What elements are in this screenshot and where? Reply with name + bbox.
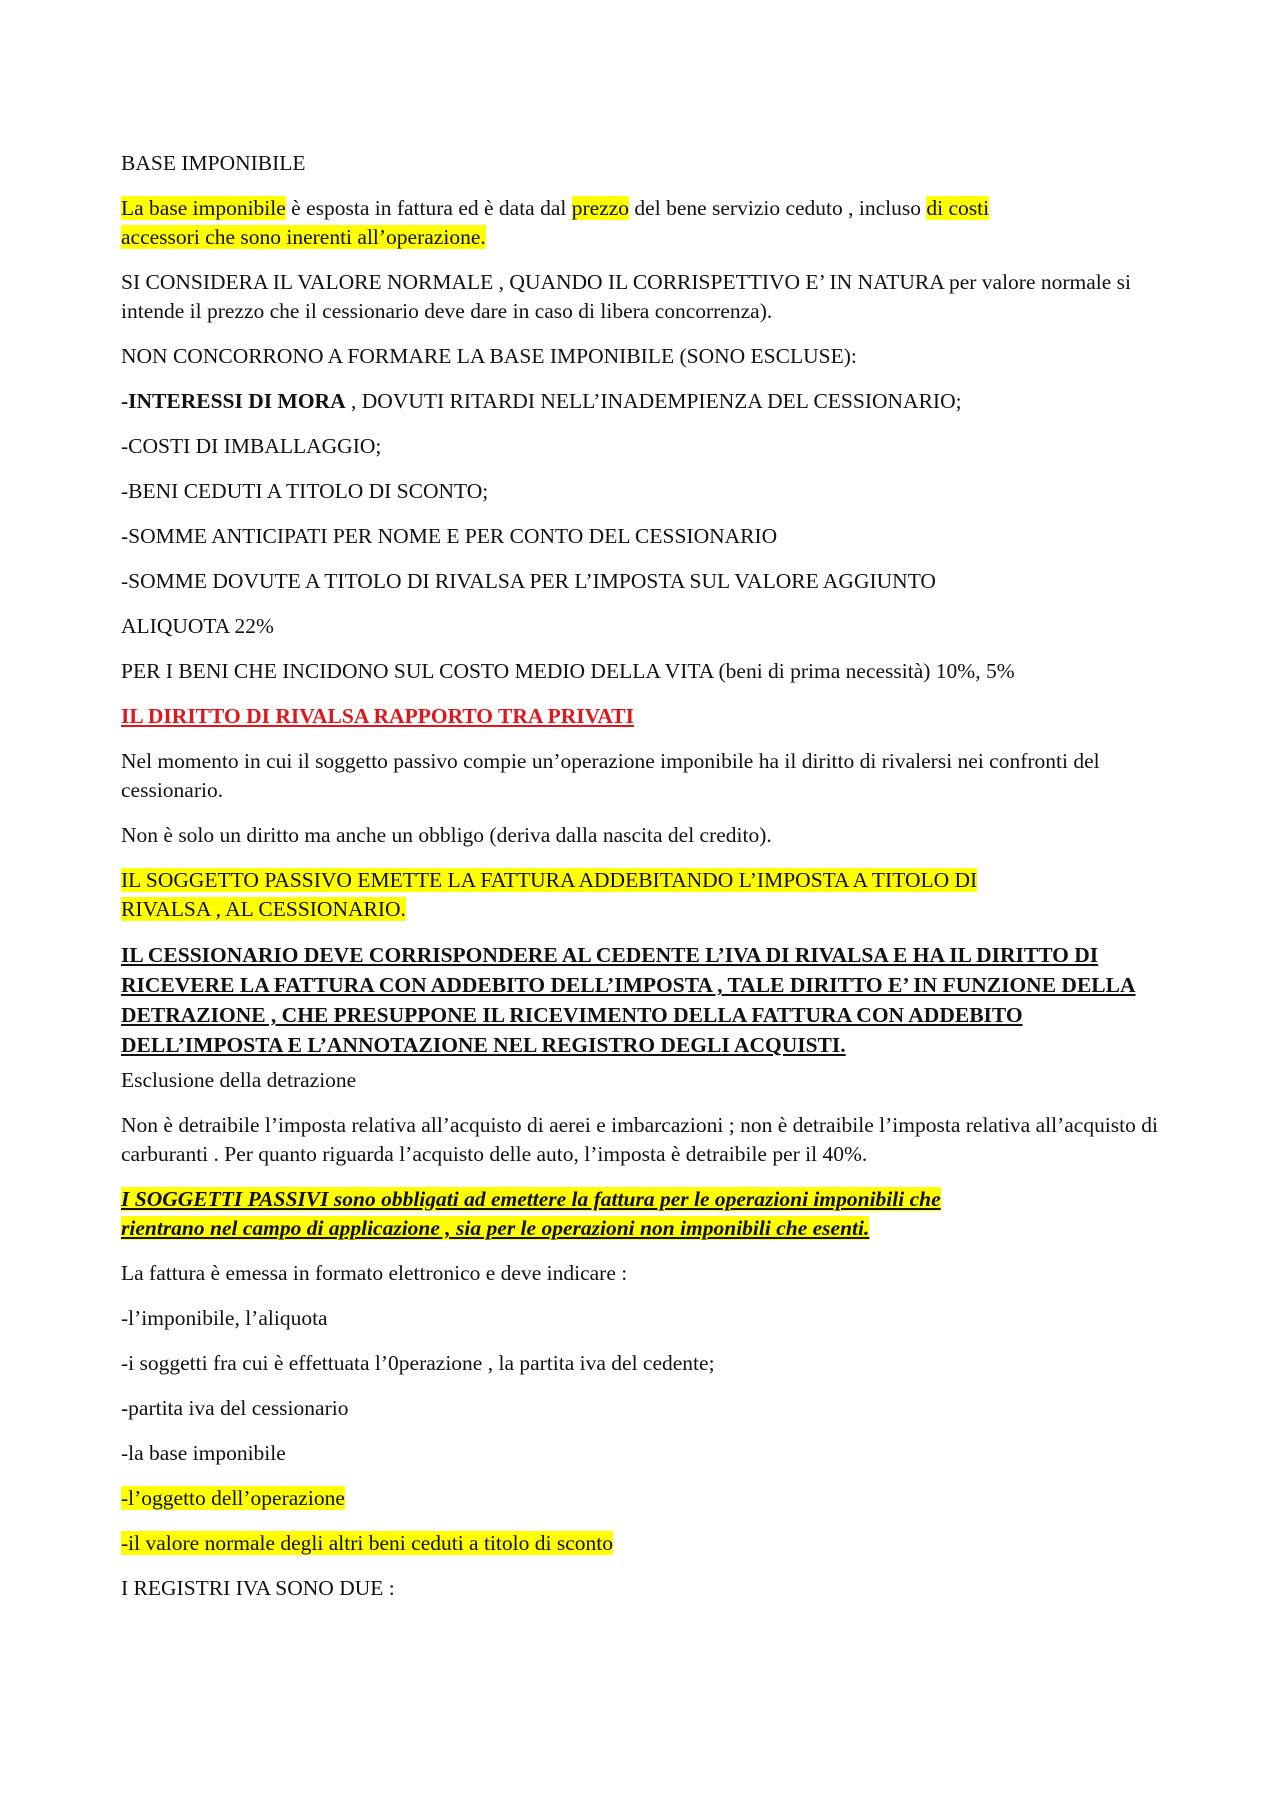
- red-heading: IL DIRITTO DI RIVALSA RAPPORTO TRA PRIVATI: [121, 704, 635, 728]
- highlight-line: -il valore normale degli altri beni ceduti a titolo di sconto: [121, 1531, 613, 1555]
- highlight-accessori: accessori che sono inerenti all’operazione.: [121, 225, 486, 249]
- section-title-rivalsa: [121, 702, 1161, 731]
- highlight-costi: di costi: [926, 196, 990, 220]
- heading-esclusione-detrazione: Esclusione della detrazione: [121, 1068, 357, 1092]
- paragraph-esclusioni-heading: NON CONCORRONO A FORMARE LA BASE IMPONIBILE (SONO ESCLUSE):: [121, 344, 857, 368]
- list-item-partita-iva: -partita iva del cessionario: [121, 1396, 349, 1420]
- list-item-beni-sconto: -BENI CEDUTI A TITOLO DI SCONTO;: [121, 479, 489, 503]
- text-segment: , DOVUTI RITARDI NELL’INADEMPIENZA DEL CESSIONARIO;: [345, 389, 962, 413]
- paragraph-esclusione: Non è detraibile l’imposta relativa all’acquisto di aerei e imbarcazioni ; non è detraibile l’imposta relativa all’acquisto di carburanti . Per quanto riguarda l’acquisto delle auto, l’imposta è detraibile per il 40%.: [121, 1113, 1158, 1166]
- text-segment: è esposta in fattura ed è data dal: [285, 196, 572, 220]
- list-item-base-imponibile: -la base imponibile: [121, 1441, 286, 1465]
- list-item-costi-imballaggio: -COSTI DI IMBALLAGGIO;: [121, 434, 382, 458]
- paragraph-fattura-intro: La fattura è emessa in formato elettronico e deve indicare :: [121, 1261, 628, 1285]
- highlight-base-imponibile: La base imponibile: [121, 196, 286, 220]
- highlight-prezzo: prezzo: [571, 196, 630, 220]
- list-item-interessi-mora: [121, 387, 1161, 416]
- highlight-line: -l’oggetto dell’operazione: [121, 1486, 345, 1510]
- paragraph-rivalsa-highlight: [121, 866, 1161, 924]
- paragraph-rivalsa-2: Non è solo un diritto ma anche un obbligo (deriva dalla nascita del credito).: [121, 823, 772, 847]
- list-item-somme-anticipati: -SOMME ANTICIPATI PER NOME E PER CONTO DEL CESSIONARIO: [121, 524, 778, 548]
- list-item-oggetto: [121, 1484, 1161, 1513]
- document-body: [121, 149, 1161, 1619]
- paragraph-cessionario: IL CESSIONARIO DEVE CORRISPONDERE AL CEDENTE L’IVA DI RIVALSA E HA IL DIRITTO DI RICEVERE LA FATTURA CON ADDEBITO DELL’IMPOSTA , TALE DIRITTO E’ IN FUNZIONE DELLA DETRAZIONE , CHE PRESUPPONE IL RICEVIMENTO DELLA FATTURA CON ADDEBITO DELL’IMPOSTA E L’ANNOTAZIONE NEL REGISTRO DEGLI ACQUISTI.: [121, 943, 1136, 1057]
- paragraph-registri: I REGISTRI IVA SONO DUE :: [121, 1576, 395, 1600]
- paragraph-base-imponibile: [121, 194, 1161, 252]
- list-item-imponibile: -l’imponibile, l’aliquota: [121, 1306, 328, 1330]
- paragraph-rivalsa-1: Nel momento in cui il soggetto passivo compie un’operazione imponibile ha il diritto di rivalersi nei confronti del cessionario.: [121, 749, 1100, 802]
- text-segment: del bene servizio ceduto , incluso: [629, 196, 927, 220]
- paragraph-beni-prima-necessita: PER I BENI CHE INCIDONO SUL COSTO MEDIO DELLA VITA (beni di prima necessità) 10%, 5%: [121, 659, 1015, 683]
- list-item-somme-rivalsa: -SOMME DOVUTE A TITOLO DI RIVALSA PER L’IMPOSTA SUL VALORE AGGIUNTO: [121, 569, 936, 593]
- page-title: BASE IMPONIBILE: [121, 151, 306, 175]
- list-item-soggetti: -i soggetti fra cui è effettuata l’0perazione , la partita iva del cedente;: [121, 1351, 715, 1375]
- paragraph-valore-normale: SI CONSIDERA IL VALORE NORMALE , QUANDO IL CORRISPETTIVO E’ IN NATURA per valore normale si intende il prezzo che il cessionario deve dare in caso di libera concorrenza).: [121, 270, 1132, 323]
- paragraph-aliquota: ALIQUOTA 22%: [121, 614, 274, 638]
- list-item-valore-normale: [121, 1529, 1161, 1558]
- highlight-line: RIVALSA , AL CESSIONARIO.: [121, 897, 406, 921]
- highlight-line: I SOGGETTI PASSIVI sono obbligati ad emettere la fattura per le operazioni imponibili che: [121, 1187, 941, 1211]
- highlight-line: IL SOGGETTO PASSIVO EMETTE LA FATTURA ADDEBITANDO L’IMPOSTA A TITOLO DI: [121, 868, 978, 892]
- paragraph-soggetti-passivi: [121, 1185, 1161, 1243]
- bold-label: -INTERESSI DI MORA: [121, 389, 346, 413]
- highlight-line: rientrano nel campo di applicazione , sia per le operazioni non imponibili che esenti.: [121, 1216, 870, 1240]
